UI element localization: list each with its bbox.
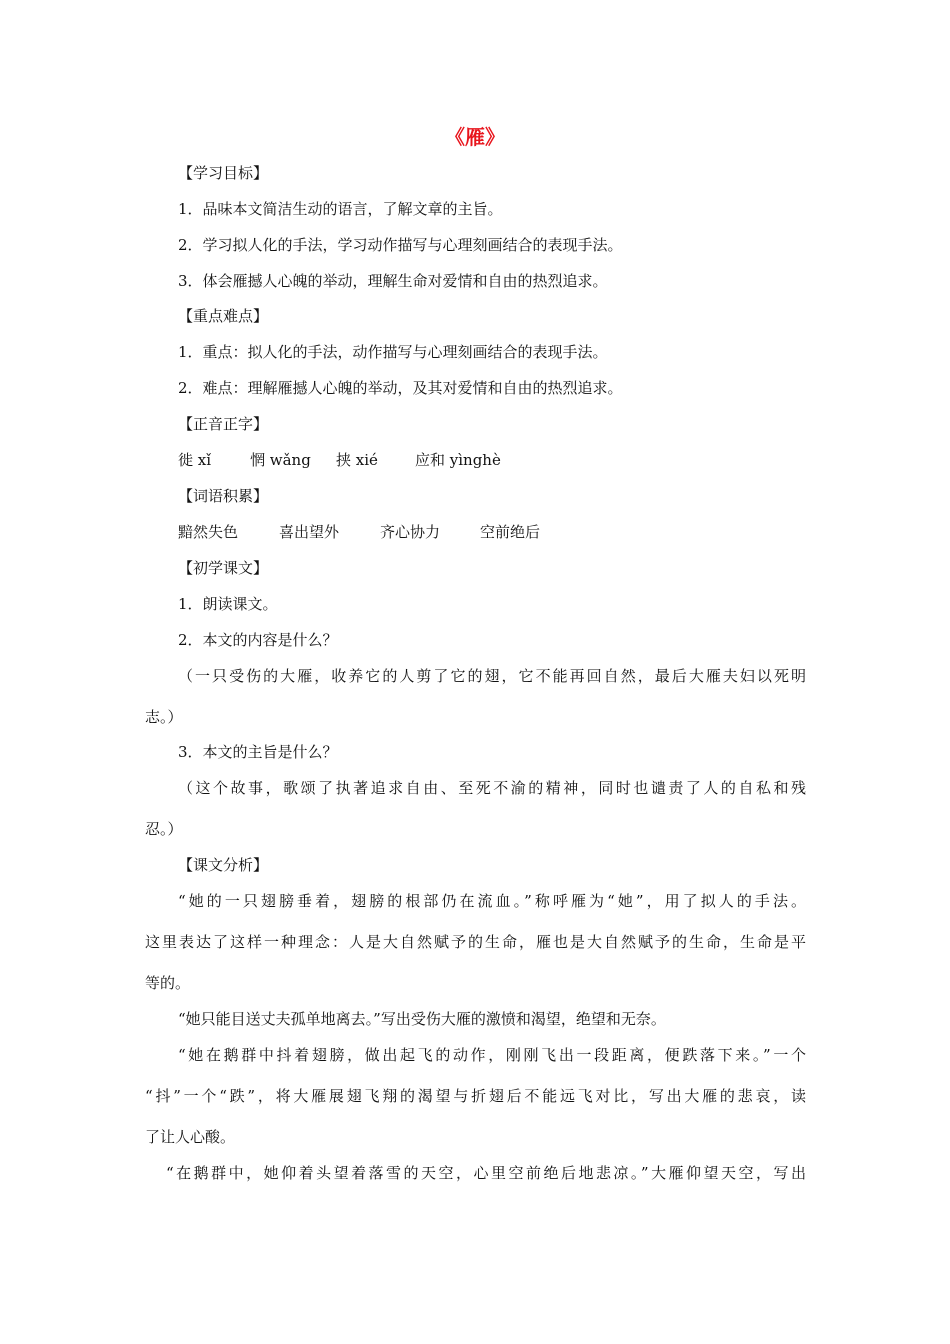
paragraph-text: “在鹅群中，她仰着头望着落雪的天空，心里空前绝后地悲凉。”大雁仰望天空，写出 [166, 1164, 806, 1182]
pronunciation-item: 挟 xié [336, 451, 378, 469]
answer-text: 志。） [145, 708, 183, 726]
answer-text: （这个故事，歌颂了执著追求自由、至死不渝的精神，同时也谴责了人的自私和残 [178, 779, 806, 797]
paragraph-text: “她只能目送丈夫孤单地离去。”写出受伤大雁的激愤和渴望，绝望和无奈。 [178, 1010, 666, 1028]
question-text: 3．本文的主旨是什么？ [178, 743, 338, 761]
goal-item: 2．学习拟人化的手法，学习动作描写与心理刻画结合的表现手法。 [178, 236, 623, 254]
key-item: 1．重点：拟人化的手法，动作描写与心理刻画结合的表现手法。 [178, 343, 608, 361]
section-heading-key: 【重点难点】 [178, 307, 269, 325]
question-text: 2．本文的内容是什么？ [178, 631, 338, 649]
paragraph-text: 等的。 [145, 974, 191, 992]
section-heading-analysis: 【课文分析】 [178, 856, 269, 874]
section-heading-vocabulary: 【词语积累】 [178, 487, 269, 505]
pronunciation-item: 徙 xǐ [178, 451, 212, 469]
vocabulary-item: 黯然失色 [178, 523, 239, 541]
paragraph-text: “抖”一个“跌”，将大雁展翅飞翔的渴望与折翅后不能远飞对比，写出大雁的悲哀，读 [145, 1087, 806, 1105]
paragraph-text: 了让人心酸。 [145, 1128, 236, 1146]
vocabulary-row [178, 521, 540, 543]
vocabulary-item: 空前绝后 [480, 523, 541, 541]
paragraph-text: “她的一只翅膀垂着，翅膀的根部仍在流血。”称呼雁为“她”，用了拟人的手法。 [178, 892, 806, 910]
goal-item: 1．品味本文简洁生动的语言，了解文章的主旨。 [178, 200, 503, 218]
paragraph-text: 这里表达了这样一种理念：人是大自然赋予的生命，雁也是大自然赋予的生命，生命是平 [145, 933, 806, 951]
pronunciation-row [178, 449, 501, 471]
goal-item: 3．体会雁撼人心魄的举动，理解生命对爱情和自由的热烈追求。 [178, 272, 608, 290]
vocabulary-item: 喜出望外 [279, 523, 340, 541]
question-text: 1．朗读课文。 [178, 595, 278, 613]
answer-text: （一只受伤的大雁，收养它的人剪了它的翅，它不能再回自然，最后大雁夫妇以死明 [178, 667, 806, 685]
vocabulary-item: 齐心协力 [380, 523, 441, 541]
pronunciation-item: 惘 wǎng [250, 451, 311, 469]
section-heading-goals: 【学习目标】 [178, 164, 269, 182]
section-heading-pronunciation: 【正音正字】 [178, 415, 269, 433]
paragraph-text: “她在鹅群中抖着翅膀，做出起飞的动作，刚刚飞出一段距离，便跌落下来。”一个 [178, 1046, 806, 1064]
answer-text: 忍。） [145, 820, 183, 838]
key-item: 2．难点：理解雁撼人心魄的举动，及其对爱情和自由的热烈追求。 [178, 379, 623, 397]
section-heading-first-read: 【初学课文】 [178, 559, 269, 577]
pronunciation-item: 应和 yìnghè [415, 451, 501, 469]
page-title: 《雁》 [445, 125, 505, 149]
